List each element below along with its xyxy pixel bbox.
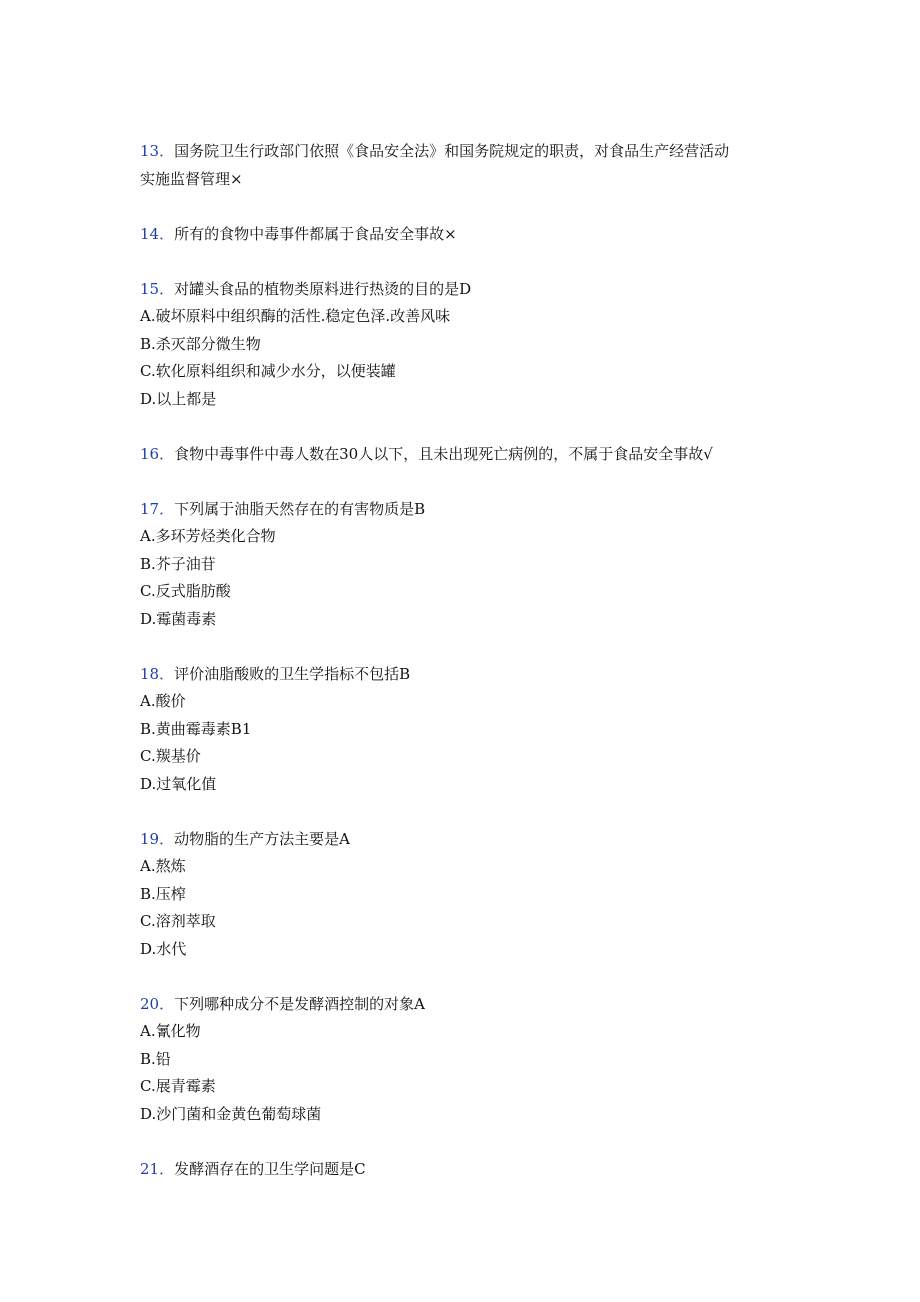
question-number: 19 xyxy=(140,829,160,848)
option-d: D.过氧化值 xyxy=(140,774,217,793)
question-stem xyxy=(140,276,790,304)
number-separator: ． xyxy=(159,279,175,298)
question-number: 16 xyxy=(140,444,160,463)
question-stem xyxy=(140,221,790,249)
question-20 xyxy=(140,991,790,1129)
number-separator: ． xyxy=(159,224,175,243)
question-number: 15 xyxy=(140,279,160,298)
spacer xyxy=(140,633,790,661)
number-separator: ． xyxy=(159,444,175,463)
question-18 xyxy=(140,661,790,799)
question-stem xyxy=(140,441,790,469)
number-separator: ． xyxy=(159,994,175,1013)
question-stem xyxy=(140,496,790,524)
option-b: B.黄曲霉毒素B1 xyxy=(140,719,252,738)
question-text: 下列哪种成分不是发酵酒控制的对象A xyxy=(174,994,425,1013)
option-c: C.羰基价 xyxy=(140,747,201,765)
question-number: 20 xyxy=(140,994,160,1013)
question-number: 13 xyxy=(140,142,160,160)
question-text: 评价油脂酸败的卫生学指标不包括B xyxy=(174,664,411,683)
question-text: 所有的食物中毒事件都属于食品安全事故× xyxy=(174,224,457,243)
question-list xyxy=(140,138,790,1183)
spacer xyxy=(140,413,790,441)
question-text: 发酵酒存在的卫生学问题是C xyxy=(174,1159,366,1178)
option-d: D.霉菌毒素 xyxy=(140,609,217,628)
option-c: C.反式脂肪酸 xyxy=(140,582,231,600)
option-a: A.破坏原料中组织酶的活性.稳定色泽.改善风味 xyxy=(140,307,451,325)
number-separator: ． xyxy=(159,499,175,518)
question-stem xyxy=(140,1156,790,1184)
question-text: 下列属于油脂天然存在的有害物质是B xyxy=(174,499,426,518)
question-stem xyxy=(140,826,790,854)
question-16 xyxy=(140,441,790,469)
option-d: D.沙门菌和金黄色葡萄球菌 xyxy=(140,1104,322,1123)
number-separator: ． xyxy=(159,142,175,160)
option-a: A.酸价 xyxy=(140,692,186,710)
question-14 xyxy=(140,221,790,249)
option-c: C.溶剂萃取 xyxy=(140,912,216,930)
spacer xyxy=(140,468,790,496)
question-stem xyxy=(140,138,790,166)
question-text: 对罐头食品的植物类原料进行热烫的目的是D xyxy=(174,279,472,298)
option-c: C.软化原料组织和减少水分，以便装罐 xyxy=(140,362,396,380)
question-stem xyxy=(140,661,790,689)
spacer xyxy=(140,193,790,221)
question-stem-continuation: 实施监督管理× xyxy=(140,169,243,188)
question-21 xyxy=(140,1156,790,1184)
option-a: A.熬炼 xyxy=(140,857,186,875)
question-13 xyxy=(140,138,790,193)
question-19 xyxy=(140,826,790,964)
spacer xyxy=(140,248,790,276)
spacer xyxy=(140,963,790,991)
option-c: C.展青霉素 xyxy=(140,1077,216,1095)
question-number: 17 xyxy=(140,499,160,518)
option-d: D.以上都是 xyxy=(140,389,217,408)
question-17 xyxy=(140,496,790,634)
spacer xyxy=(140,798,790,826)
question-stem xyxy=(140,991,790,1019)
spacer xyxy=(140,1128,790,1156)
option-b: B.杀灭部分微生物 xyxy=(140,334,261,353)
option-b: B.芥子油苷 xyxy=(140,554,216,573)
option-b: B.压榨 xyxy=(140,884,186,903)
option-a: A.氰化物 xyxy=(140,1022,201,1040)
question-text: 动物脂的生产方法主要是A xyxy=(174,829,350,848)
number-separator: ． xyxy=(159,829,175,848)
question-text: 国务院卫生行政部门依照《食品安全法》和国务院规定的职责，对食品生产经营活动 xyxy=(174,142,730,160)
question-text: 食物中毒事件中毒人数在30人以下，且未出现死亡病例的，不属于食品安全事故√ xyxy=(174,444,713,463)
question-15 xyxy=(140,276,790,414)
option-d: D.水代 xyxy=(140,939,187,958)
number-separator: ． xyxy=(159,1159,175,1178)
question-number: 14 xyxy=(140,224,160,243)
option-b: B.铅 xyxy=(140,1049,171,1068)
number-separator: ． xyxy=(159,664,175,683)
question-number: 18 xyxy=(140,664,160,683)
option-a: A.多环芳烃类化合物 xyxy=(140,527,276,545)
question-number: 21 xyxy=(140,1159,160,1178)
